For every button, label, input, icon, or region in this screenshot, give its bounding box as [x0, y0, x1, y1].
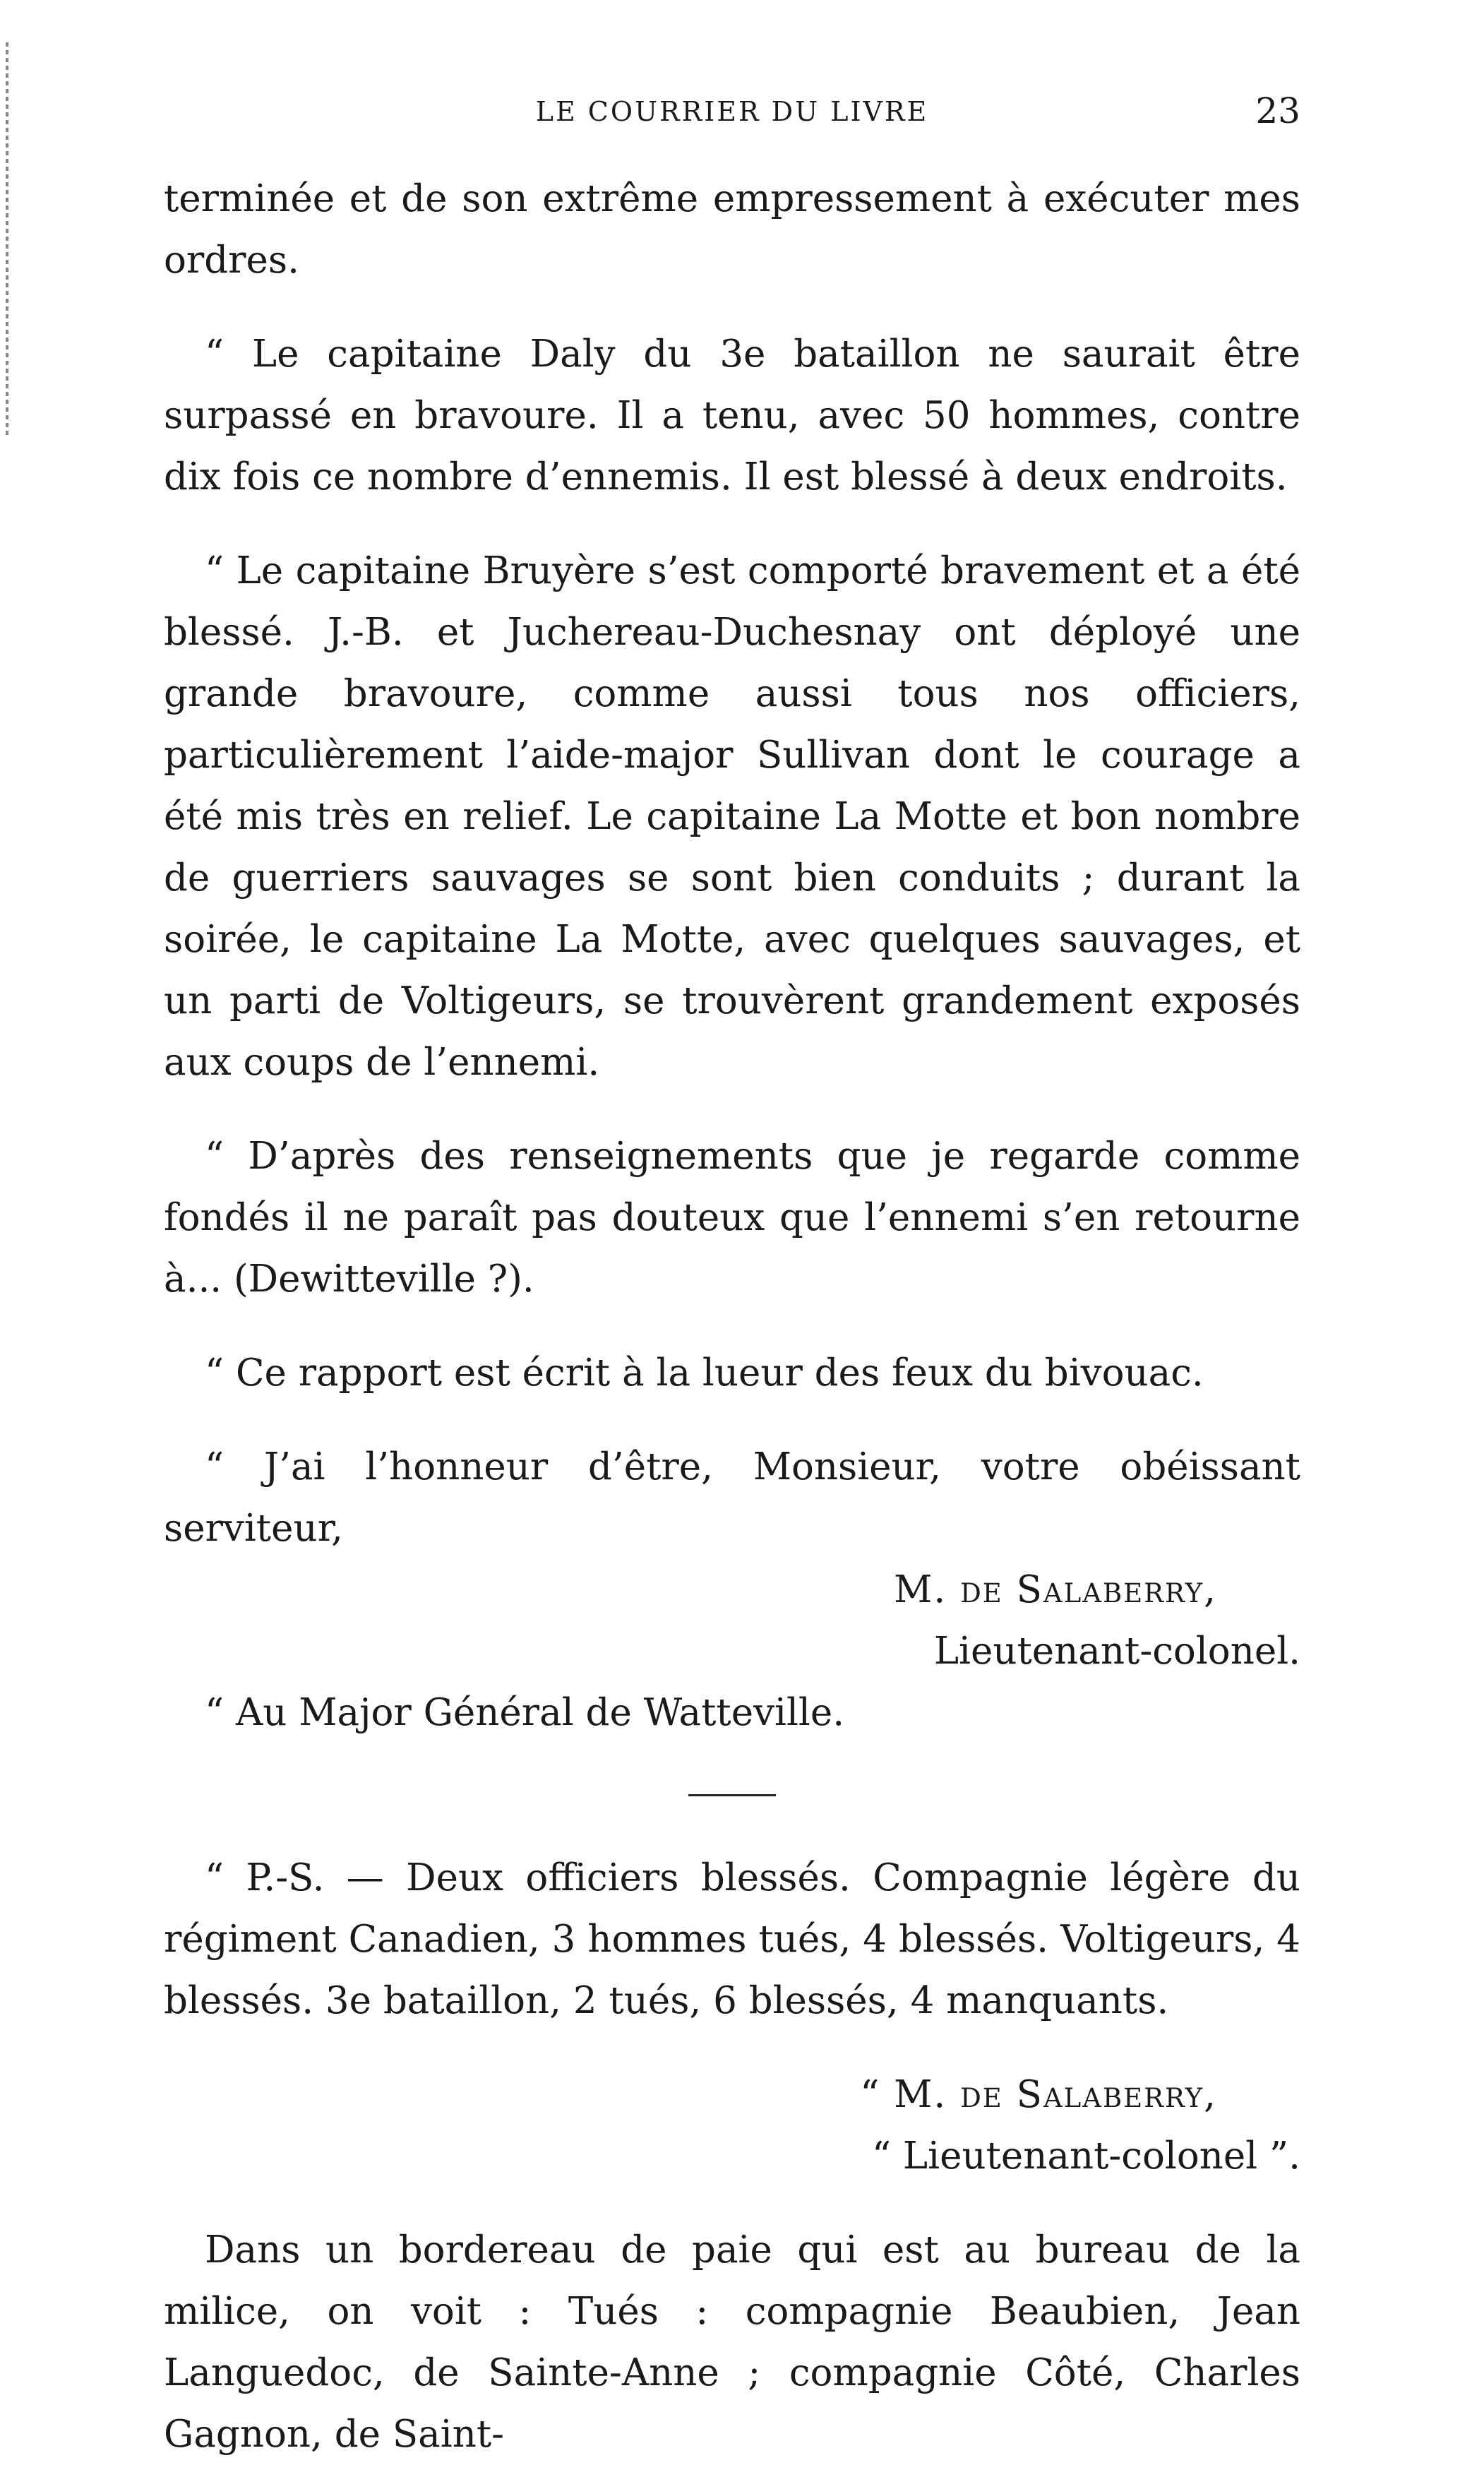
section-divider	[688, 1794, 776, 1796]
paragraph-rapport: “ Ce rapport est écrit à la lueur des feux du bivouac.	[205, 1351, 1204, 1395]
paragraph-renseignements: “ D’après des renseignements que je regarde comme fondés il ne paraît pas douteux que l’ennemi s’en retourne à... (Dewitteville ?).	[164, 1135, 1300, 1301]
postscript-signature-name	[164, 2064, 1217, 2125]
scan-edge-marks	[6, 42, 8, 438]
paragraph-continuation: terminée et de son extrême empressement à exécuter mes ordres.	[164, 177, 1300, 282]
postscript-signature-title: “ Lieutenant-colonel ”.	[871, 2135, 1300, 2178]
paragraph-honneur: “ J’ai l’honneur d’être, Monsieur, votre obéissant serviteur,	[164, 1445, 1300, 1550]
body-text	[164, 168, 1300, 2465]
running-title: LE COURRIER DU LIVRE	[535, 96, 929, 127]
paragraph-daly: “ Le capitaine Daly du 3e bataillon ne saurait être surpassé en bravoure. Il a tenu, avec 50 hommes, contre dix fois ce nombre d’ennemis. Il est blessé à deux endroits.	[164, 333, 1300, 499]
paragraph-postscript: “ P.-S. — Deux officiers blessés. Compagnie légère du régiment Canadien, 3 hommes tués, 4 blessés. Voltigeurs, 4 blessés. 3e bataillon, 2 tués, 6 blessés, 4 manquants.	[164, 1856, 1300, 2022]
signature-title: Lieutenant-colonel.	[933, 1630, 1300, 1673]
paragraph-addressee: “ Au Major Général de Watteville.	[205, 1691, 845, 1734]
signature-name-text: M. de Salaberry,	[894, 1568, 1217, 1611]
page-header	[164, 90, 1300, 133]
paragraph-bordereau: Dans un bordereau de paie qui est au bureau de la milice, on voit : Tués : compagnie Beaubien, Jean Languedoc, de Sainte-Anne ; compagnie Côté, Charles Gagnon, de Saint-	[164, 2228, 1300, 2456]
signature-name	[164, 1559, 1217, 1621]
page-number: 23	[1255, 90, 1300, 131]
paragraph-bruyere: “ Le capitaine Bruyère s’est comporté bravement et a été blessé. J.-B. et Juchereau-Duchesnay ont déployé une grande bravoure, comme aussi tous nos officiers, particulièrement l’aide-major Sullivan dont le courage a été mis très en relief. Le capitaine La Motte et bon nombre de guerriers sauvages se sont bien conduits ; durant la soirée, le capitaine La Motte, avec quelques sauvages, et un parti de Voltigeurs, se trouvèrent grandement exposés aux coups de l’ennemi.	[164, 549, 1300, 1084]
postscript-signature-name-text: “ M. de Salaberry,	[860, 2073, 1217, 2116]
